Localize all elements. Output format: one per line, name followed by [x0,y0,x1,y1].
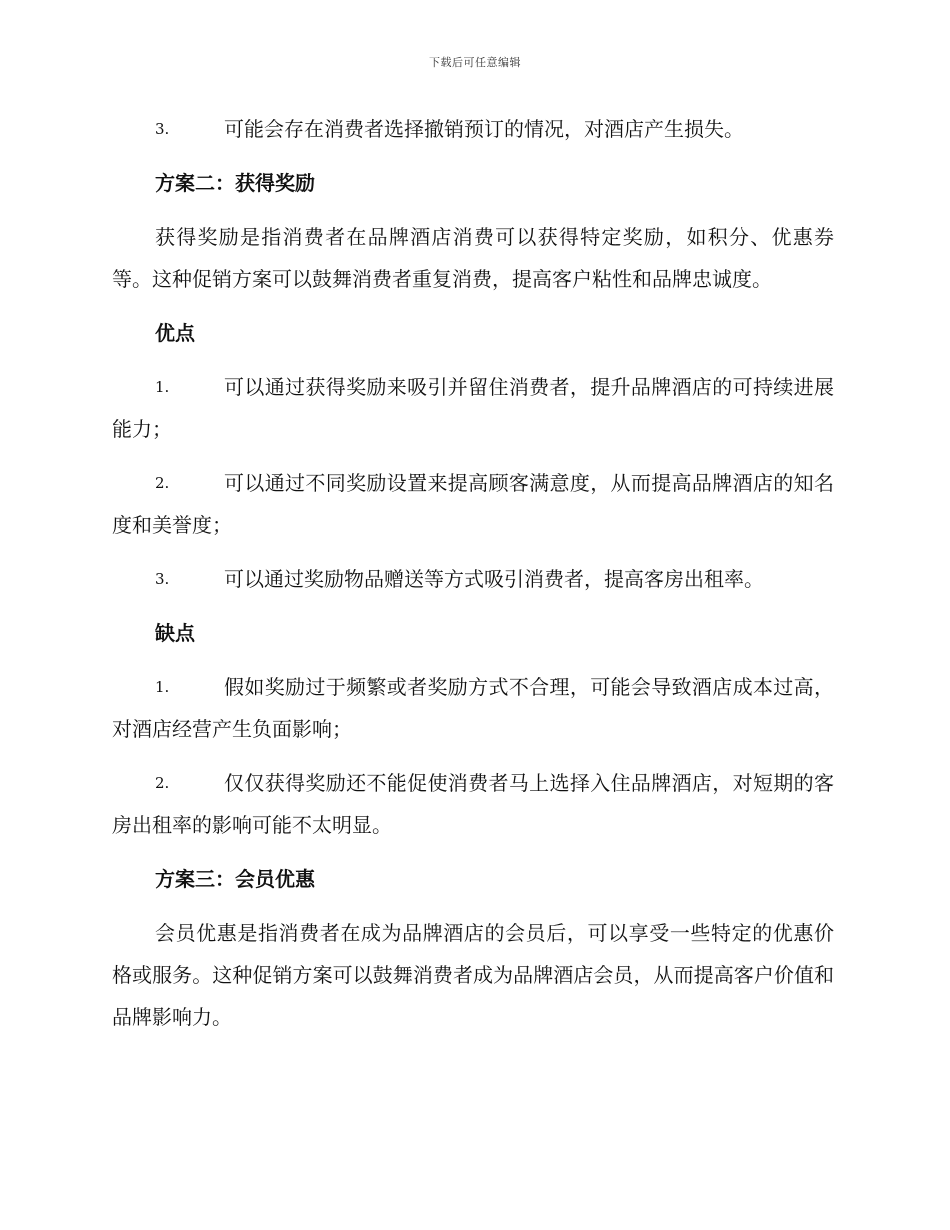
section-heading: 方案二：获得奖励 [155,171,315,195]
list-item-number: 2. [155,474,170,492]
list-item-number: 3. [155,120,170,138]
document-body [112,108,834,1050]
list-item-number: 2. [155,774,170,792]
section-heading: 方案三：会员优惠 [155,867,315,891]
list-item-text: 可以通过奖励物品赠送等方式吸引消费者，提高客房出租率。 [224,567,764,591]
list-item-number: 1. [155,678,170,696]
list-item [112,666,834,750]
list-item-number: 1. [155,378,170,396]
subsection-heading: 优点 [155,321,195,345]
list-item-text: 仅仅获得奖励还不能促使消费者马上选择入住品牌酒店，对短期的客房出租率的影响可能不太明显。 [112,771,834,837]
list-item-text: 可以通过获得奖励来吸引并留住消费者，提升品牌酒店的可持续进展能力； [112,375,834,441]
list-item [112,366,834,450]
list-item-text: 可能会存在消费者选择撤销预订的情况，对酒店产生损失。 [224,117,744,141]
paragraph: 会员优惠是指消费者在成为品牌酒店的会员后，可以享受一些特定的优惠价格或服务。这种促销方案可以鼓舞消费者成为品牌酒店会员，从而提高客户价值和品牌影响力。 [112,921,834,1029]
list-item [112,108,834,150]
subsection-heading: 缺点 [155,621,195,645]
page-header: 下载后可任意编辑 [429,56,521,69]
list-item-text: 可以通过不同奖励设置来提高顾客满意度，从而提高品牌酒店的知名度和美誉度； [112,471,834,537]
paragraph: 获得奖励是指消费者在品牌酒店消费可以获得特定奖励，如积分、优惠券等。这种促销方案可以鼓舞消费者重复消费，提高客户粘性和品牌忠诚度。 [112,225,834,291]
list-item-text: 假如奖励过于频繁或者奖励方式不合理，可能会导致酒店成本过高，对酒店经营产生负面影响； [112,675,834,741]
list-item [112,762,834,846]
list-item-number: 3. [155,570,170,588]
list-item [112,558,834,600]
list-item [112,462,834,546]
